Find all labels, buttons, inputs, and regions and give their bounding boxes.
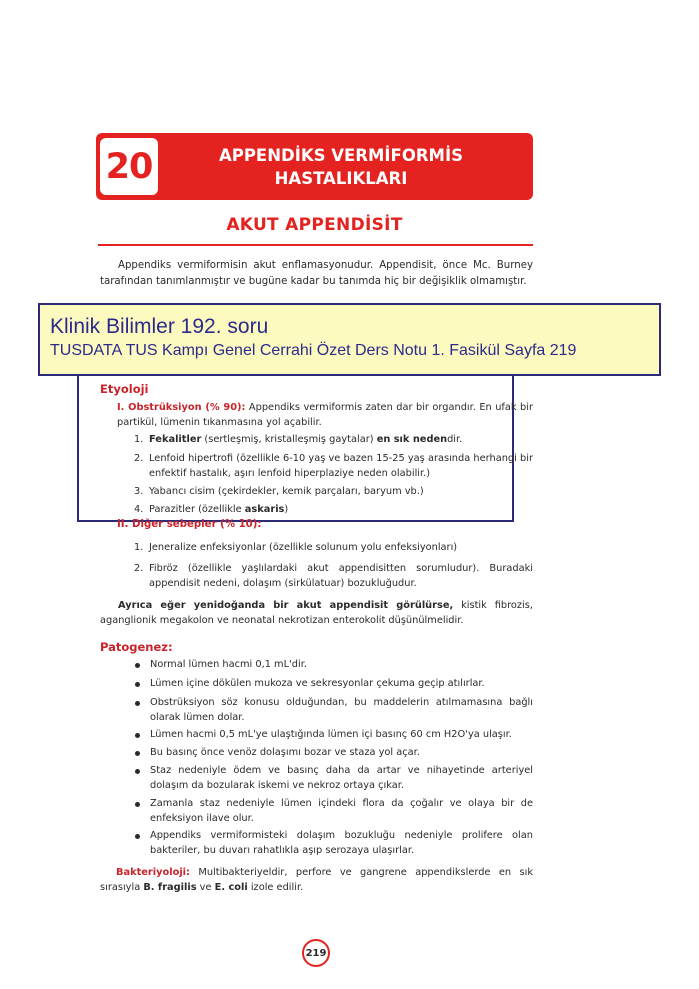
bullet-dot [135, 663, 140, 668]
patogenez-bullet [135, 677, 533, 692]
cause-text: Lenfoid hipertrofi (özellikle 6-10 yaş ve bazen 15-25 yaş arasında herhangi bir enfektif hastalık, aşırı lenfoid hiperplaziye neden olabilir.) [149, 453, 533, 479]
cause-tail: ) [284, 504, 289, 515]
bakteriyoloji-mid: ve [196, 881, 215, 893]
cause-number: 2. [134, 453, 144, 464]
patogenez-heading: Patogenez: [100, 640, 173, 654]
bullet-text: Appendiks vermiformisteki dolaşım bozukluğu nedeniyle prolifere olan bakteriler, bu duvarı rahatlıkla aşıp serozaya ulaşırlar. [150, 830, 533, 856]
cause-item-1 [134, 433, 533, 448]
etyoloji-frame [77, 376, 514, 522]
patogenez-bullet [135, 797, 533, 826]
cause-number: 4. [134, 504, 144, 515]
other-cause-text: Fibröz (özellikle yaşlılardaki akut appendisitten sorumludur). Buradaki appendisit nedeni, dolaşım (sirkülatuar) bozukluğudur. [149, 563, 533, 589]
cause-bold2: askaris [244, 504, 285, 515]
cause-item-4 [134, 503, 533, 518]
bullet-text: Lümen içine dökülen mukoza ve sekresyonlar çekuma geçip atılırlar. [150, 678, 485, 689]
chapter-banner [96, 133, 533, 200]
other-cause-item-1 [134, 541, 533, 556]
cause-bold: Fekalitler [149, 434, 202, 445]
bullet-text: Obstrüksiyon söz konusu olduğundan, bu maddelerin atılmamasına bağlı olarak lümen dolar. [150, 697, 533, 723]
bullet-dot [135, 682, 140, 687]
bullet-text: Normal lümen hacmi 0,1 mL'dir. [150, 659, 307, 670]
cause-text: Parazitler (özellikle [149, 504, 245, 515]
cause-text: (sertleşmiş, kristalleşmiş gaytalar) [201, 434, 377, 445]
patogenez-bullet [135, 829, 533, 858]
bullet-dot [135, 769, 140, 774]
cause-tail: dir. [447, 434, 463, 445]
diger-label: II. Diğer sebepler (% 10): [117, 519, 262, 530]
chapter-number: 20 [100, 138, 158, 195]
patogenez-bullet [135, 764, 533, 793]
cause-number: 1. [134, 434, 144, 445]
bullet-text: Bu basınç önce venöz dolaşımı bozar ve staza yol açar. [150, 747, 420, 758]
newborn-paragraph [100, 599, 533, 628]
other-cause-number: 1. [134, 542, 144, 553]
cause-bold2: en sık neden [376, 434, 448, 445]
patogenez-bullet [135, 746, 533, 761]
cause-text: Yabancı cisim (çekirdekler, kemik parçaları, baryum vb.) [149, 486, 424, 497]
chapter-title-line1: APPENDİKS VERMİFORMİS [218, 145, 464, 165]
intro-paragraph: Appendiks vermiformisin akut enflamasyonudur. Appendisit, önce Mc. Burney tarafından tanımlanmıştır ve bugüne kadar bu tanımda hiç bir değişiklik olmamıştır. [100, 260, 533, 287]
cause-item-2 [134, 452, 533, 481]
bacteria-name-1: B. fragilis [143, 881, 197, 893]
bakteriyoloji-text: Multibakteriyeldir, perfore ve gangrene appendikslerde en sık sırasıyla [100, 867, 533, 893]
bakteriyoloji-label: Bakteriyoloji: [116, 867, 190, 878]
bullet-dot [135, 701, 140, 706]
bullet-dot [135, 733, 140, 738]
note-title: Klinik Bilimler 192. soru [50, 315, 269, 338]
bullet-dot [135, 751, 140, 756]
patogenez-bullet [135, 696, 533, 725]
bullet-text: Lümen hacmi 0,5 mL'ye ulaştığında lümen içi basınç 60 cm H2O'ya ulaşır. [150, 729, 512, 740]
patogenez-bullet [135, 728, 533, 743]
obstruksiyon-label: I. Obstrüksiyon (% 90): [117, 402, 246, 413]
patogenez-bullet [135, 658, 533, 673]
note-subtitle: TUSDATA TUS Kampı Genel Cerrahi Özet Ders Notu 1. Fasikül Sayfa 219 [50, 342, 577, 359]
bakteriyoloji-paragraph [100, 866, 533, 895]
bacteria-name-2: E. coli [214, 881, 248, 893]
chapter-title-line2: HASTALIKLARI [274, 168, 408, 188]
chapter-title [166, 133, 516, 200]
etyoloji-heading: Etyoloji [100, 382, 149, 396]
bullet-text: Staz nedeniyle ödem ve basınç daha da artar ve nihayetinde arteriyel dolaşım da bozularak iskemi ve nekroz ortaya çıkar. [150, 765, 533, 791]
other-cause-text: Jeneralize enfeksiyonlar (özellikle solunum yolu enfeksiyonları) [149, 542, 458, 553]
obstruksiyon-text: Appendiks vermiformis zaten dar bir organdır. En ufak bir partikül, lümenin tıkanmasına yol açabilir. [117, 402, 533, 428]
newborn-text: kistik fibrozis, aganglionik megakolon ve neonatal nekrotizan enterokolit düşünülmelidir. [100, 600, 533, 626]
other-cause-number: 2. [134, 563, 144, 574]
obstruksiyon-item [117, 401, 533, 430]
other-cause-item-2 [134, 562, 533, 591]
bakteriyoloji-tail: izole edilir. [247, 881, 304, 893]
bullet-dot [135, 802, 140, 807]
cause-item-3 [134, 485, 533, 500]
section-divider [98, 244, 533, 246]
section-title: AKUT APPENDİSİT [226, 215, 403, 235]
page-number: 219 [302, 939, 330, 967]
bullet-dot [135, 834, 140, 839]
cause-number: 3. [134, 486, 144, 497]
newborn-bold: Ayrıca eğer yenidoğanda bir akut appendisit görülürse, [118, 600, 454, 611]
note-box [38, 303, 661, 376]
bullet-text: Zamanla staz nedeniyle lümen içindeki flora da çoğalır ve olaya bir de enfeksiyon ilave olur. [150, 798, 533, 824]
